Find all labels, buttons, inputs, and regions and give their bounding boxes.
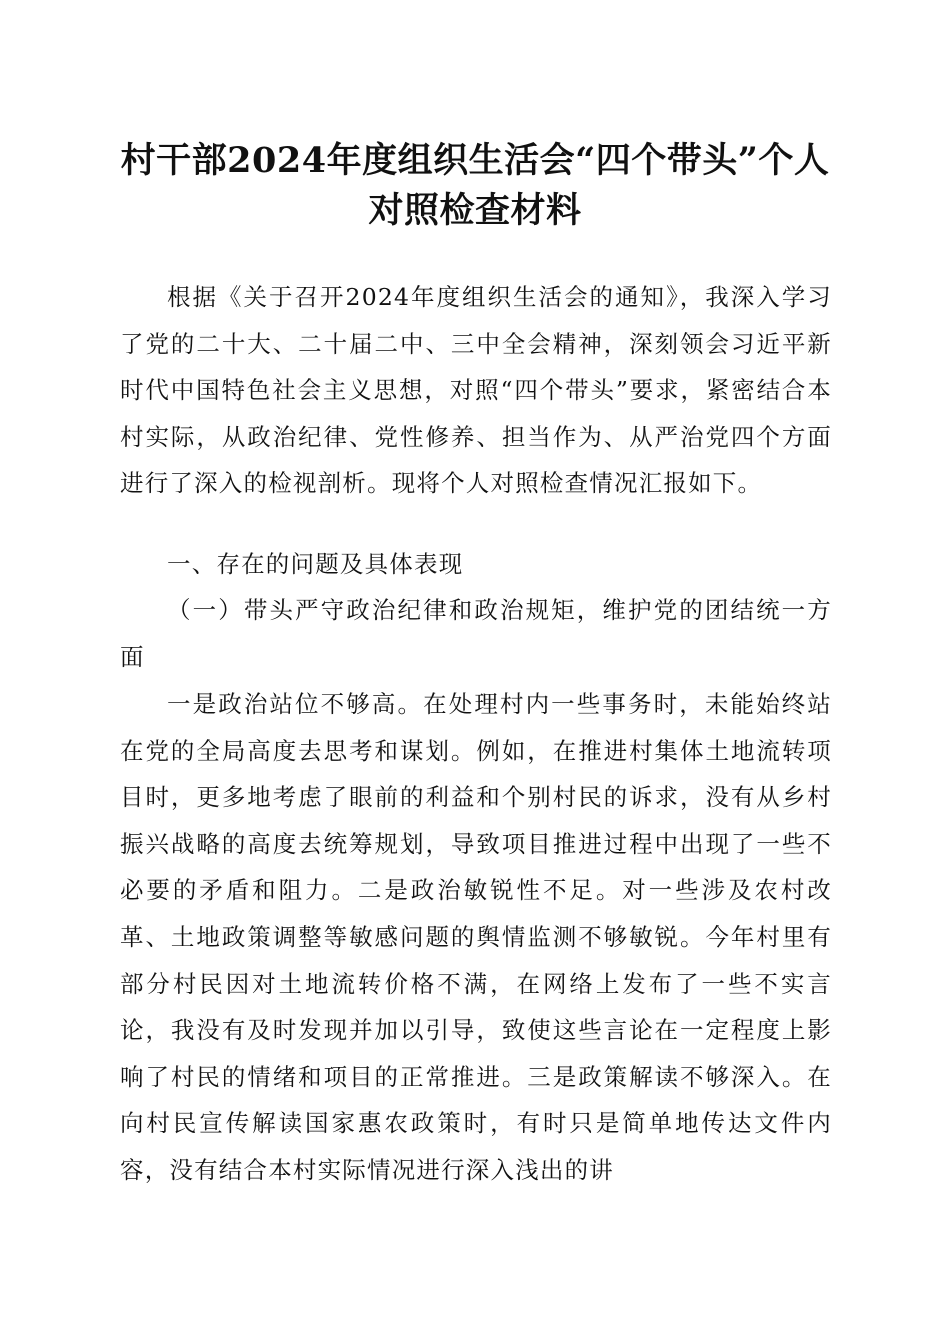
subsection-heading: （一）带头严守政治纪律和政治规矩，维护党的团结统一方面 [120,596,832,671]
document-title: 村干部2024年度组织生活会“四个带头”个人对照检查材料 [120,140,830,231]
body-paragraph: 一是政治站位不够高。在处理村内一些事务时，未能始终站在党的全局高度去思考和谋划。例如，在推进村集体土地流转项目时，更多地考虑了眼前的利益和个别村民的诉求，没有从乡村振兴战略的高度去统筹规划，导致项目推进过程中出现了一些不必要的矛盾和阻力。二是政治敏锐性不足。对一些涉及农村改革、土地政策调整等敏感问题的舆情监测不够敏锐。今年村里有部分村民因对土地流转价格不满，在网络上发布了一些不实言论，我没有及时发现并加以引导，致使这些言论在一定程度上影响了村民的情绪和项目的正常推进。三是政策解读不够深入。在向村民宣传解读国家惠农政策时，有时只是简单地传达文件内容，没有结合本村实际情况进行深入浅出的讲 [120,690,832,1184]
section-heading: 一、存在的问题及具体表现 [167,550,464,578]
intro-paragraph: 根据《关于召开2024年度组织生活会的通知》，我深入学习了党的二十大、二十届二中、三中全会精神，深刻领会习近平新时代中国特色社会主义思想，对照“四个带头”要求，紧密结合本村实际，从政治纪律、党性修养、担当作为、从严治党四个方面进行了深入的检视剖析。现将个人对照检查情况汇报如下。 [120,283,832,498]
